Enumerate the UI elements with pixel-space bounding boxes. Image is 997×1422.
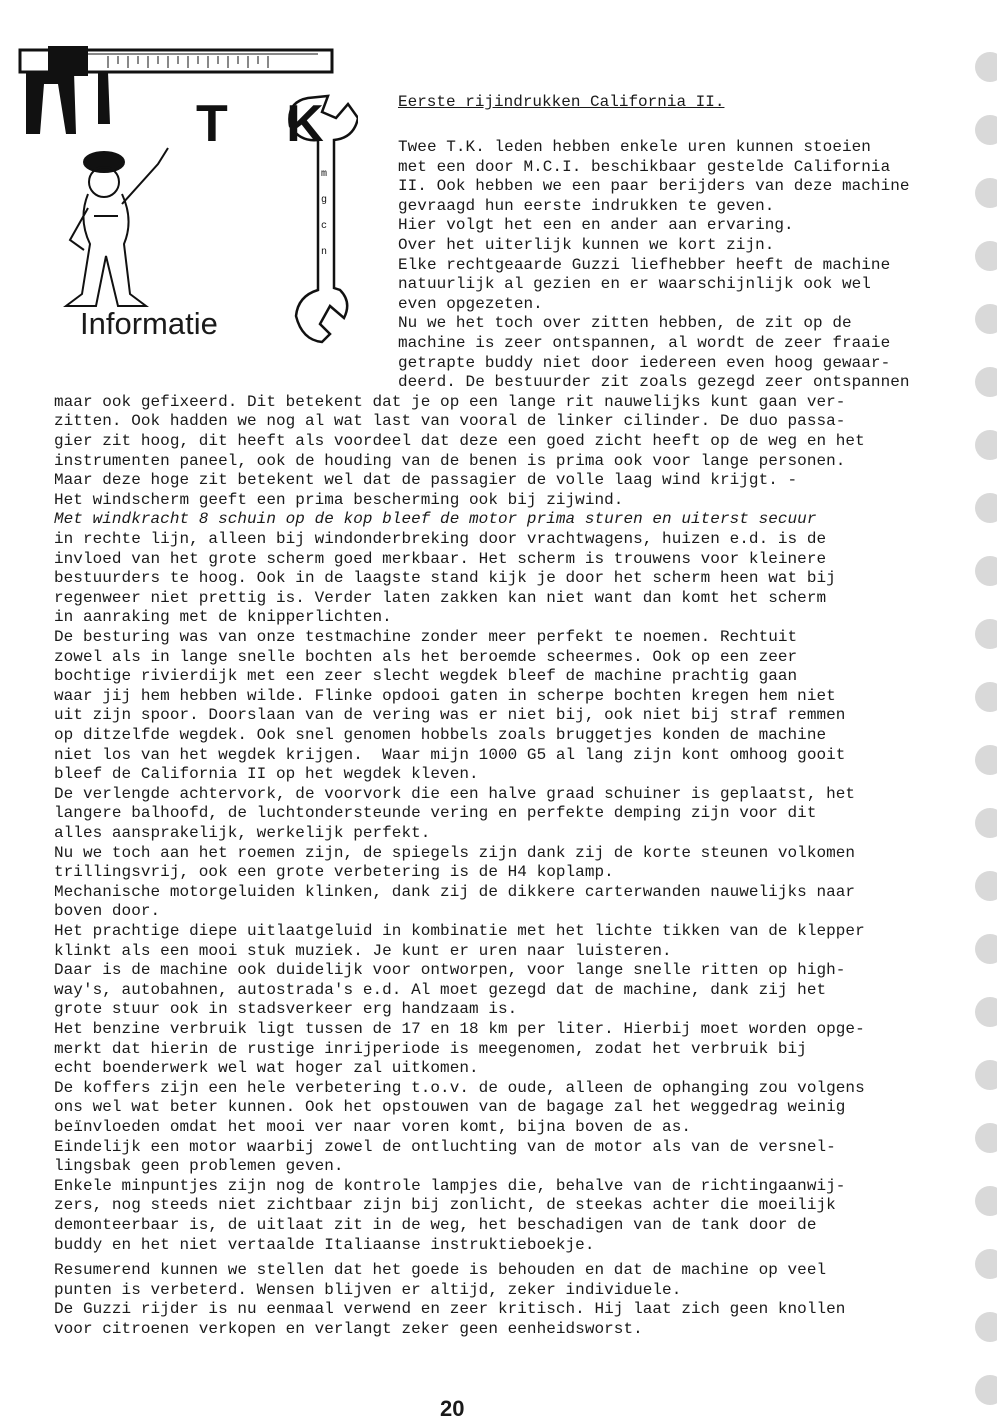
punch-hole — [975, 52, 997, 82]
body-line: klinkt als een mooi stuk muziek. Je kunt er uren naar luisteren. — [54, 941, 672, 960]
body-line: trillingsvrij, ook een grote verbetering is de H4 koplamp. — [54, 863, 614, 882]
body-line: way's, autobahnen, autostrada's e.d. Al moet gezegd dat de machine, dank zij het — [54, 980, 827, 999]
body-line: Daar is de machine ook duidelijk voor ontworpen, voor lange snelle ritten op high- — [54, 961, 846, 980]
body-line: zitten. Ook hadden we nog al wat last van vooral de linker cilinder. De duo passa- — [54, 412, 846, 431]
punch-hole — [975, 115, 997, 145]
body-line: even opgezeten. — [398, 294, 543, 313]
wrench-letter: c — [321, 221, 328, 232]
body-line: deerd. De bestuurder zit zoals gezegd zeer ontspannen — [398, 373, 910, 392]
body-line: invloed van het grote scherm goed merkbaar. Het scherm is trouwens voor kleinere — [54, 549, 827, 568]
body-line: Elke rechtgeaarde Guzzi liefhebber heeft de machine — [398, 255, 891, 274]
body-line: uit zijn spoor. Doorslaan van de vering was er niet bij, ook niet bij straf remmen — [54, 706, 846, 725]
body-line: boven door. — [54, 902, 161, 921]
body-line: gevraagd hun eerste indrukken te geven. — [398, 196, 775, 215]
punch-hole — [975, 1312, 997, 1342]
body-line: in aanraking met de knipperlichten. — [54, 608, 392, 627]
punch-hole — [975, 619, 997, 649]
body-line: II. Ook hebben we een paar berijders van deze machine — [398, 177, 910, 196]
page-number: 20 — [440, 1396, 465, 1421]
body-line: demonteerbaar is, de uitlaat zit in de weg, het beschadigen van de tank door de — [54, 1216, 817, 1234]
wrench-letter: m — [321, 169, 328, 180]
body-line: machine is zeer ontspannen, al wordt de zeer fraaie — [398, 334, 891, 352]
body-line: Enkele minpuntjes zijn nog de kontrole lampjes die, behalve van de richtingaanwij- — [54, 1176, 846, 1195]
punch-hole — [975, 1186, 997, 1216]
body-line: Het prachtige diepe uitlaatgeluid in kombinatie met het lichte tikken van de klepper — [54, 922, 865, 940]
punch-hole — [975, 871, 997, 901]
body-line: regenweer niet prettig is. Verder laten zakken kan niet want dan komt het scherm — [54, 588, 827, 607]
body-line: grote stuur ook in stadsverkeer erg handzaam is. — [54, 1000, 518, 1019]
tk-informatie-logo — [18, 44, 358, 364]
body-line: niet los van het wegdek krijgen. Waar mijn 1000 G5 al lang zijn kont omhoog gooit — [54, 745, 846, 764]
punch-hole — [975, 430, 997, 460]
body-line: Over het uiterlijk kunnen we kort zijn. — [398, 236, 775, 254]
body-line: instrumenten paneel, ook de houding van de benen is prima ook voor lange personen. — [54, 451, 846, 470]
body-line: bestuurders te hoog. Ook in de laagste stand kijk je door het scherm heen wat bij — [54, 569, 836, 588]
body-line: alles aansprakelijk, werkelijk perfekt. — [54, 824, 431, 842]
body-line: Resumerend kunnen we stellen dat het goede is behouden en dat de machine op veel — [54, 1261, 827, 1280]
logo-caption: Informatie — [80, 306, 218, 341]
punch-hole — [975, 178, 997, 208]
body-line: merkt dat hierin de rustige inrijperiode is meegenomen, zodat het verbruik bij — [54, 1039, 807, 1058]
body-line: Twee T.K. leden hebben enkele uren kunnen stoeien — [398, 138, 871, 156]
body-line: waar jij hem hebben wilde. Flinke opdooi gaten in scherpe bochten kregen hem niet — [54, 686, 836, 705]
body-line: De koffers zijn een hele verbetering t.o.v. de oude, alleen de ophanging zou volgens — [54, 1078, 865, 1097]
body-line: Mechanische motorgeluiden klinken, dank zij de dikkere carterwanden nauwelijks naar — [54, 882, 856, 901]
body-line: Nu we toch aan het roemen zijn, de spiegels zijn dank zij de korte steunen volkomen — [54, 843, 856, 862]
body-line: in rechte lijn, alleen bij windonderbreking door vrachtwagens, huizen e.d. is de — [54, 530, 827, 548]
punch-hole — [975, 241, 997, 271]
body-line: beïnvloeden omdat het mooi ver naar voren komt, bijna boven de as. — [54, 1118, 692, 1136]
punch-hole — [975, 745, 997, 775]
punch-hole — [975, 682, 997, 712]
body-line: Met windkracht 8 schuin op de kop bleef de motor prima sturen en uiterst secuur — [54, 510, 817, 529]
punch-hole — [975, 556, 997, 586]
punch-hole — [975, 1060, 997, 1090]
punch-hole — [975, 304, 997, 334]
body-line: gier zit hoog, dit heeft als voordeel dat deze een goed zicht heeft op de weg en het — [54, 432, 865, 450]
body-line: bleef de California II op het wegdek kleven. — [54, 765, 479, 784]
article-title: Eerste rijindrukken California II. — [398, 93, 725, 111]
punch-hole — [975, 1249, 997, 1279]
body-line: maar ook gefixeerd. Dit betekent dat je op een lange rit nauwelijks kunt gaan ver- — [54, 392, 846, 411]
body-line: ons wel wat beter kunnen. Ook het opstouwen van de bagage zal het weggedrag weinig — [54, 1098, 846, 1117]
body-line: punten is verbeterd. Wensen blijven er altijd, zeker individuele. — [54, 1280, 682, 1299]
body-line: echt boenderwerk wel wat hoger zal uitkomen. — [54, 1059, 479, 1078]
body-line: bochtige rivierdijk met een zeer slecht wegdek bleef de machine prachtig gaan — [54, 667, 798, 686]
body-line: zers, nog steeds niet zichtbaar zijn bij zonlicht, de steekas achter die moeilijk — [54, 1196, 836, 1215]
body-line: met een door M.C.I. beschikbaar gestelde California — [398, 157, 891, 176]
body-line: getrapte buddy niet door iedereen even hoog gewaar- — [398, 353, 891, 372]
wrench-letter: g — [321, 195, 328, 206]
body-line: Het benzine verbruik ligt tussen de 17 en 18 km per liter. Hierbij moet worden opge- — [54, 1020, 865, 1038]
body-line: De verlengde achtervork, de voorvork die een halve graad schuiner is geplaatst, het — [54, 784, 856, 803]
punch-hole — [975, 1123, 997, 1153]
punch-hole — [975, 367, 997, 397]
body-line: Maar deze hoge zit betekent wel dat de passagier de volle laag wind krijgt. - — [54, 471, 798, 490]
logo-letters: T K — [196, 95, 346, 153]
body-line: Hier volgt het een en ander aan ervaring. — [398, 216, 794, 235]
punch-hole — [975, 1375, 997, 1405]
body-line: op ditzelfde wegdek. Ook snel genomen hobbels zoals bruggetjes konden de machine — [54, 726, 827, 744]
body-line: Eindelijk een motor waarbij zowel de ontluchting van de motor als van de versnel- — [54, 1137, 836, 1156]
body-line: natuurlijk al gezien en er waarschijnlijk ook wel — [398, 275, 871, 294]
binder-holes — [967, 0, 997, 1410]
punch-hole — [975, 808, 997, 838]
punch-hole — [975, 493, 997, 523]
body-line: zowel als in lange snelle bochten als het beroemde scheermes. Ook op een zeer — [54, 647, 798, 666]
wrench-letter: n — [321, 247, 328, 258]
punch-hole — [975, 934, 997, 964]
body-line: Het windscherm geeft een prima bescherming ook bij zijwind. — [54, 490, 624, 509]
body-line: Nu we het toch over zitten hebben, de zit op de — [398, 314, 852, 333]
body-line: lingsbak geen problemen geven. — [54, 1157, 344, 1176]
body-line: De besturing was van onze testmachine zonder meer perfekt te noemen. Rechtuit — [54, 628, 798, 646]
body-line: langere balhoofd, de luchtondersteunde vering en perfekte demping zijn voor dit — [54, 804, 817, 823]
body-line: buddy en het niet vertaalde Italiaanse instruktieboekje. — [54, 1235, 595, 1254]
punch-hole — [975, 997, 997, 1027]
body-line: voor citroenen verkopen en verlangt zeker geen eenheidsworst. — [54, 1320, 643, 1338]
body-line: De Guzzi rijder is nu eenmaal verwend en zeer kritisch. Hij laat zich geen knollen — [54, 1300, 846, 1319]
